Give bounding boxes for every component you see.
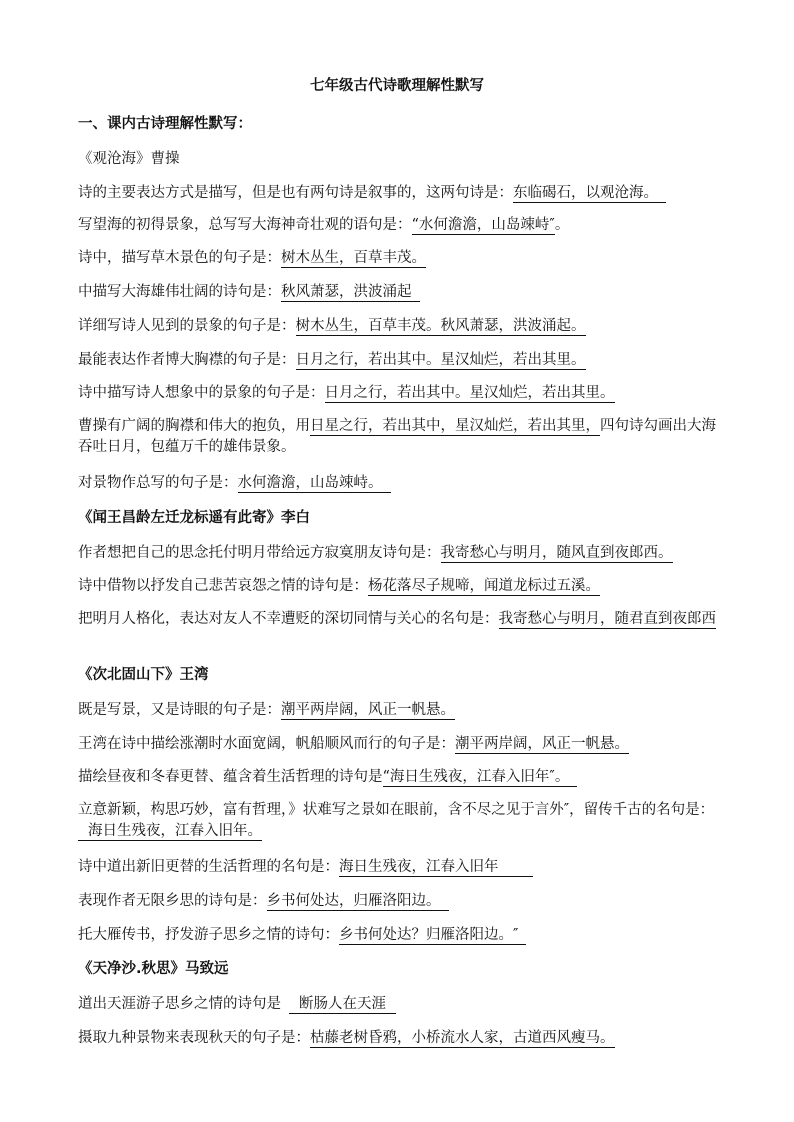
section-heading: 一、课内古诗理解性默写： (78, 116, 252, 132)
question-row (78, 576, 728, 596)
answer-text: 秋风萧瑟，洪波涌起 (281, 284, 420, 302)
answer-text: 日月之行，若出其中。星汉灿烂，若出其里。 (324, 385, 615, 401)
answer-text: 海日生残夜，江春入旧年。 (78, 823, 262, 841)
question-text: 托大雁传书，抒发游子思乡之情的诗句： (78, 927, 339, 943)
question-row (78, 700, 728, 720)
answer-text: “海日生残夜，江春入旧年″。 (383, 769, 578, 787)
question-row (78, 767, 728, 787)
question-text: 立意新颖，构思巧妙，富有哲理，》状难写之景如在眼前，含不尽之见于言外″，留传千古的名句是： (78, 802, 715, 818)
question-text: 对景物作总写的句子是： (78, 475, 238, 491)
question-text: 写望海的初得景象，总写写大海神奇壮观的语句是： (78, 217, 412, 233)
question-text: 中描写大海雄伟壮阔的诗句是： (78, 284, 281, 300)
question-text: 把明月人格化，表达对友人不幸遭贬的深切同情与关心的名句是： (78, 611, 499, 627)
question-text: 作者想把自己的思念托付明月带给远方寂寞朋友诗句是： (78, 545, 441, 561)
question-row (78, 800, 720, 842)
question-text: 诗中借物以抒发自己悲苦哀怨之情的诗句是： (78, 578, 368, 594)
answer-text: 树木丛生，百草丰茂。 (281, 250, 426, 266)
answer-text: 日星之行，若出其中，星汉灿烂，若出其里， (310, 418, 600, 434)
question-text: 最能表达作者博大胸襟的句子是： (78, 352, 296, 368)
answer-text: 杨花落尽子规啼，闻道龙标过五溪。 (368, 578, 600, 594)
question-row (78, 891, 728, 911)
answer-text: 潮平两岸阔，风正一帆悬。 (281, 702, 455, 718)
question-text: 曹操有广阔的胸襟和伟大的抱负，用 (78, 418, 310, 434)
question-row (78, 734, 728, 754)
answer-text: 乡书何处达？归雁洛阳边。″ (339, 927, 526, 945)
poem-heading-wangwan: 《次北固山下》王湾 (78, 667, 209, 683)
question-row (78, 183, 728, 203)
answer-text: 断肠人在天涯 (289, 996, 396, 1014)
question-text: 诗中描写诗人想象中的景象的句子是： (78, 385, 325, 401)
question-text: 道出天涯游子思乡之情的诗句是 (78, 996, 281, 1012)
question-text: 诗的主要表达方式是描写，但是也有两句诗是叙事的，这两句诗是： (78, 185, 513, 201)
answer-text: “水何澹澹，山岛竦峙″ (411, 217, 555, 233)
question-row (78, 383, 728, 403)
question-text: 诗中道出新旧更替的生活哲理的名句是： (78, 859, 339, 875)
question-row (78, 473, 728, 493)
poem-heading-guancanghai: 《观沧海》曹操 (78, 151, 180, 167)
question-text: 摄取九种景物来表现秋天的句子是： (78, 1030, 310, 1046)
question-row (78, 609, 720, 630)
answer-text: 树木丛生，百草丰茂。秋风萧瑟，洪波涌起。 (295, 318, 586, 334)
question-tail: 四句诗勾画出大海吞吐日月，包蕴万千的雄伟景象。 (78, 418, 716, 455)
question-row (78, 925, 728, 945)
question-row (78, 857, 728, 877)
question-row (78, 350, 728, 370)
answer-text: 日月之行，若出其中。星汉灿烂，若出其里。 (295, 352, 586, 368)
answer-text: 潮平两岸阔，风正一帆悬。 (455, 736, 629, 752)
answer-text: 枯藤老树昏鸦，小桥流水人家，古道西风瘦马。 (310, 1030, 615, 1046)
question-row (78, 416, 723, 458)
page-title: 七年级古代诗歌理解性默写 (310, 78, 484, 94)
question-row (78, 1028, 728, 1048)
poem-heading-libai: 《闻王昌龄左迁龙标遥有此寄》李白 (78, 510, 310, 526)
question-row (78, 215, 728, 235)
question-text: 王湾在诗中描绘涨潮时水面宽阔，帆船顺风而行的句子是： (78, 736, 455, 752)
question-text: 表现作者无限乡思的诗句是： (78, 893, 267, 909)
question-text: 描绘昼夜和冬春更替、蕴含着生活哲理的诗句是 (78, 769, 383, 785)
question-row (78, 248, 728, 268)
question-tail: 。 (554, 217, 570, 233)
question-row (78, 282, 728, 302)
question-row (78, 543, 728, 563)
question-text: 既是写景，又是诗眼的句子是： (78, 702, 281, 718)
question-text: 诗中，描写草木景色的句子是： (78, 250, 281, 266)
question-row (78, 994, 728, 1014)
answer-text: 我寄愁心与明月，随君直到夜郎西 (498, 611, 716, 627)
answer-text: 水何澹澹，山岛竦峙。 (238, 475, 391, 493)
answer-text: 乡书何处达，归雁洛阳边。 (267, 893, 449, 911)
answer-text: 我寄愁心与明月，随风直到夜郎西。 (440, 545, 673, 561)
answer-text: 东临碣石，以观沧海。 (513, 185, 666, 203)
question-text: 详细写诗人见到的景象的句子是： (78, 318, 296, 334)
question-row (78, 316, 728, 336)
answer-text: 海日生残夜，江春入旧年 (339, 859, 533, 877)
poem-heading-mazhiyuan: 《天净沙.秋思》马致远 (78, 961, 229, 977)
